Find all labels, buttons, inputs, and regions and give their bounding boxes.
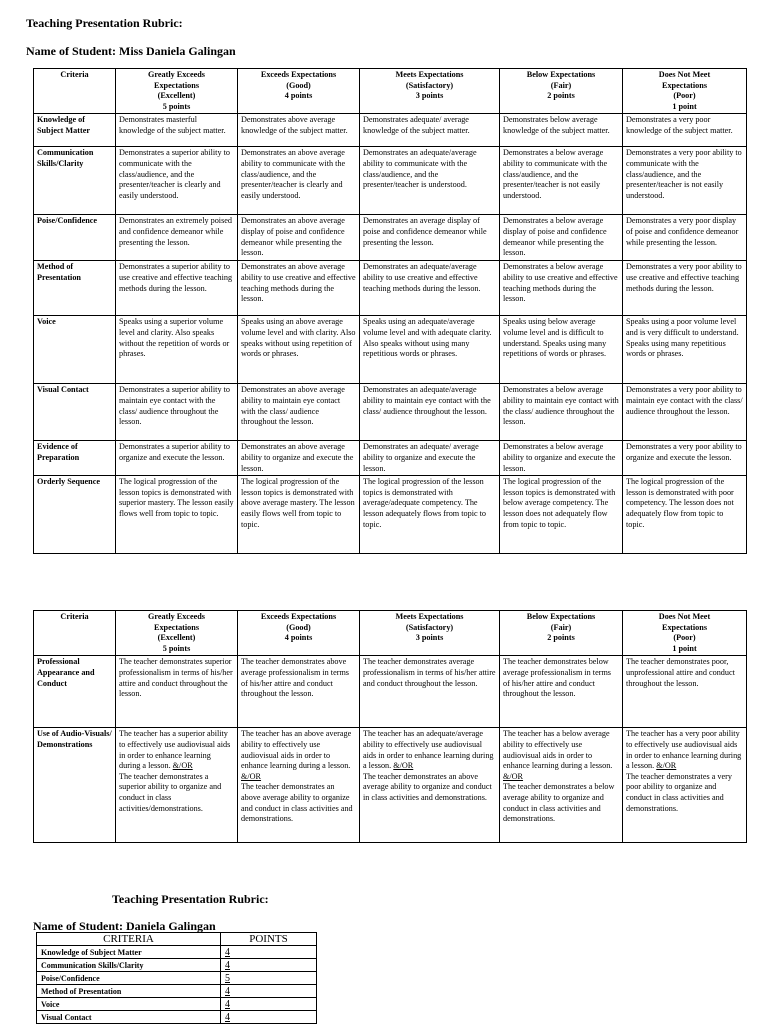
header-line: Does Not Meet xyxy=(658,612,711,621)
rubric-cell: Demonstrates a superior ability to communicate with the class/audience, and the presenter/teacher is clearly and easily understood. xyxy=(116,147,238,215)
and-or-label: &/OR xyxy=(241,771,262,781)
table-row xyxy=(34,728,747,843)
rubric-cell: Demonstrates a below average ability to maintain eye contact with the class/ audience throughout the lesson. xyxy=(500,384,623,441)
rubric-cell: Speaks using a poor volume level and is very difficult to understand. Speaks using many repetitious words or phrases. xyxy=(623,316,747,384)
header-line: 4 points xyxy=(284,91,313,101)
score-row xyxy=(37,972,317,985)
header-line: (Good) xyxy=(286,80,311,90)
header-line: Meets Expectations xyxy=(395,70,464,79)
score-criteria: Communication Skills/Clarity xyxy=(37,959,221,972)
header-line: 2 points xyxy=(547,91,575,101)
header-line: Expectations xyxy=(153,622,200,632)
cell-text: The teacher demonstrates a superior ability to organize and conduct in class activities/demonstrations. xyxy=(119,771,222,813)
rubric-cell: The teacher demonstrates above average professionalism in terms of his/her attire and conduct throughout the lesson. xyxy=(238,656,360,728)
rubric-cell: The logical progression of the lesson topics is demonstrated with above average mastery. The lesson easily flows well from topic to topic. xyxy=(238,476,360,554)
header-line: (Satisfactory) xyxy=(405,80,454,90)
header-line: (Fair) xyxy=(550,622,572,632)
summary-title: Teaching Presentation Rubric: xyxy=(112,892,269,906)
rubric-table-2 xyxy=(33,610,747,843)
t1-header-4 xyxy=(500,69,623,114)
rubric-cell: Demonstrates a very poor ability to communicate with the class/audience, and the presenter/teacher is not easily understood. xyxy=(623,147,747,215)
and-or-label: &/OR xyxy=(656,761,677,771)
rubric-cell: Demonstrates an adequate/ average ability to organize and execute the lesson. xyxy=(360,441,500,476)
header-line: Below Expectations xyxy=(526,612,596,621)
rubric-cell: Demonstrates an above average ability to organize and execute the lesson. xyxy=(238,441,360,476)
header-line: Greatly Exceeds xyxy=(148,70,205,79)
score-points: 5 xyxy=(221,972,317,985)
cell-text: The teacher demonstrates a very poor ability to organize and conduct in class activities and demonstrations. xyxy=(626,771,732,813)
rubric-cell xyxy=(623,728,747,843)
t1-header-1 xyxy=(116,69,238,114)
rubric-cell: The teacher demonstrates below average professionalism in terms of his/her attire and conduct throughout the lesson. xyxy=(500,656,623,728)
rubric-cell: Demonstrates an adequate/average ability to maintain eye contact with the class/ audience throughout the lesson. xyxy=(360,384,500,441)
header-line: 1 point xyxy=(672,643,697,653)
document-title: Teaching Presentation Rubric: xyxy=(26,16,183,30)
t2-header-5 xyxy=(623,611,747,656)
header-line: 1 point xyxy=(672,101,697,111)
rubric-cell: Demonstrates masterful knowledge of the subject matter. xyxy=(116,114,238,147)
rubric-cell: The logical progression of the lesson topics is demonstrated with below average competency. The lesson does not adequately flow from topic to topic. xyxy=(500,476,623,554)
and-or-label: &/OR xyxy=(503,771,524,781)
rubric-cell: Demonstrates a superior ability to maintain eye contact with the class/ audience throughout the lesson. xyxy=(116,384,238,441)
cell-text: The teacher demonstrates an above average ability to organize and conduct in class activities and demonstrations. xyxy=(363,771,492,802)
t2-header-2 xyxy=(238,611,360,656)
header-line: 3 points xyxy=(415,633,444,643)
header-line: Expectations xyxy=(661,80,708,90)
rubric-cell: Demonstrates below average knowledge of the subject matter. xyxy=(500,114,623,147)
rubric-cell: Demonstrates adequate/ average knowledge of the subject matter. xyxy=(360,114,500,147)
rubric-cell: The teacher demonstrates superior professionalism in terms of his/her attire and conduct throughout the lesson. xyxy=(116,656,238,728)
header-line: 3 points xyxy=(415,91,444,101)
header-line: 2 points xyxy=(547,633,575,643)
rubric-cell: The logical progression of the lesson topics is demonstrated with superior mastery. The lesson easily flows well from topic to topic. xyxy=(116,476,238,554)
criteria-cell: Knowledge of Subject Matter xyxy=(34,114,116,147)
rubric-cell: Demonstrates an above average ability to communicate with the class/audience, and the presenter/teacher is clearly and easily understood. xyxy=(238,147,360,215)
rubric-cell: Speaks using a superior volume level and clarity. Also speaks without the repetition of words or phrases. xyxy=(116,316,238,384)
score-points: 4 xyxy=(221,959,317,972)
student-name: Name of Student: Miss Daniela Galingan xyxy=(26,44,236,58)
header-line: (Excellent) xyxy=(157,91,196,101)
score-table xyxy=(36,932,317,1024)
table-row xyxy=(34,316,747,384)
table-row xyxy=(34,215,747,261)
header-line: (Fair) xyxy=(550,80,572,90)
rubric-cell: Demonstrates a very poor ability to maintain eye contact with the class/ audience throughout the lesson. xyxy=(623,384,747,441)
header-line: (Excellent) xyxy=(157,633,196,643)
score-row xyxy=(37,1011,317,1024)
rubric-cell xyxy=(360,728,500,843)
rubric-cell: Demonstrates a below average ability to organize and execute the lesson. xyxy=(500,441,623,476)
header-line: Exceeds Expectations xyxy=(260,70,337,79)
rubric-cell: Demonstrates an adequate/average ability to communicate with the class/audience, and the presenter/teacher is understood. xyxy=(360,147,500,215)
rubric-cell: Demonstrates a very poor display of poise and confidence demeanor while presenting the lesson. xyxy=(623,215,747,261)
score-row xyxy=(37,985,317,998)
rubric-cell: Demonstrates a superior ability to organize and execute the lesson. xyxy=(116,441,238,476)
t1-header-2 xyxy=(238,69,360,114)
table-row xyxy=(34,384,747,441)
cell-text: The teacher demonstrates a below average ability to organize and conduct in class activities and demonstrations. xyxy=(503,782,615,824)
cell-text: The teacher has a very poor ability to effectively use audiovisual aids in order to enhance learning during a lesson. xyxy=(626,729,742,771)
score-criteria: Visual Contact xyxy=(37,1011,221,1024)
header-line: Below Expectations xyxy=(526,70,596,79)
rubric-cell: Demonstrates a superior ability to use creative and effective teaching methods during the lesson. xyxy=(116,261,238,316)
rubric-cell: Demonstrates an adequate/average ability to use creative and effective teaching methods during the lesson. xyxy=(360,261,500,316)
criteria-cell: Use of Audio-Visuals/ Demonstrations xyxy=(34,728,116,843)
header-line: Expectations xyxy=(153,80,200,90)
rubric-cell: Demonstrates a below average display of poise and confidence demeanor while presenting the lesson. xyxy=(500,215,623,261)
score-criteria: Poise/Confidence xyxy=(37,972,221,985)
rubric-cell: Demonstrates an above average ability to maintain eye contact with the class/ audience throughout the lesson. xyxy=(238,384,360,441)
header-line: 4 points xyxy=(284,633,313,643)
criteria-cell: Communication Skills/Clarity xyxy=(34,147,116,215)
and-or-label: &/OR xyxy=(393,761,414,771)
score-points: 4 xyxy=(221,985,317,998)
criteria-cell: Professional Appearance and Conduct xyxy=(34,656,116,728)
header-line: Does Not Meet xyxy=(658,70,711,79)
criteria-cell: Evidence of Preparation xyxy=(34,441,116,476)
rubric-cell: Demonstrates a below average ability to communicate with the class/audience, and the presenter/teacher is not easily understood. xyxy=(500,147,623,215)
cell-text: The teacher has a superior ability to effectively use audiovisual aids in order to enhance learning during a lesson. xyxy=(119,729,231,771)
criteria-cell: Method of Presentation xyxy=(34,261,116,316)
criteria-cell: Orderly Sequence xyxy=(34,476,116,554)
rubric-cell xyxy=(116,728,238,843)
criteria-cell: Voice xyxy=(34,316,116,384)
t2-header-1 xyxy=(116,611,238,656)
rubric-cell: Speaks using an adequate/average volume level and with adequate clarity. Also speaks without using many repetitious words or phrases. xyxy=(360,316,500,384)
score-row xyxy=(37,998,317,1011)
rubric-cell xyxy=(500,728,623,843)
score-row xyxy=(37,959,317,972)
header-line: Exceeds Expectations xyxy=(260,612,337,621)
header-line: Greatly Exceeds xyxy=(148,612,205,621)
criteria-cell: Visual Contact xyxy=(34,384,116,441)
rubric-cell: Demonstrates a below average ability to use creative and effective teaching methods during the lesson. xyxy=(500,261,623,316)
rubric-cell: Demonstrates a very poor ability to use creative and effective teaching methods during the lesson. xyxy=(623,261,747,316)
score-points: 4 xyxy=(221,946,317,959)
t2-header-3 xyxy=(360,611,500,656)
t2-header-4 xyxy=(500,611,623,656)
header-line: Meets Expectations xyxy=(395,612,464,621)
rubric-cell: Demonstrates an average display of poise and confidence demeanor while presenting the lesson. xyxy=(360,215,500,261)
table-row xyxy=(34,147,747,215)
rubric-cell: Speaks using an above average volume level and with clarity. Also speaks without using repetition of words or phrases. xyxy=(238,316,360,384)
rubric-cell: The teacher demonstrates poor, unprofessional attire and conduct throughout the lesson. xyxy=(623,656,747,728)
t2-header-0 xyxy=(34,611,116,656)
cell-text: The teacher has an above average ability to effectively use audiovisual aids in order to enhance learning during a lesson. xyxy=(241,729,352,771)
score-criteria: Knowledge of Subject Matter xyxy=(37,946,221,959)
header-line: (Poor) xyxy=(673,91,696,101)
rubric-cell: Demonstrates an extremely poised and confidence demeanor while presenting the lesson. xyxy=(116,215,238,261)
table-row xyxy=(34,476,747,554)
header-line: 5 points xyxy=(162,643,191,653)
rubric-cell: The logical progression of the lesson is demonstrated with poor competency. The lesson does not adequately flow from topic to topic. xyxy=(623,476,747,554)
criteria-cell: Poise/Confidence xyxy=(34,215,116,261)
header-line: Expectations xyxy=(661,622,708,632)
summary-student-name: Name of Student: Daniela Galingan xyxy=(33,919,216,933)
header-line: (Good) xyxy=(286,622,311,632)
score-criteria: Voice xyxy=(37,998,221,1011)
header-line: (Satisfactory) xyxy=(405,622,454,632)
score-row xyxy=(37,946,317,959)
t1-header-3 xyxy=(360,69,500,114)
header-line: Criteria xyxy=(60,70,89,79)
table-row xyxy=(34,441,747,476)
rubric-cell: Demonstrates above average knowledge of the subject matter. xyxy=(238,114,360,147)
rubric-cell: The teacher demonstrates average professionalism in terms of his/her attire and conduct throughout the lesson. xyxy=(360,656,500,728)
rubric-table-1 xyxy=(33,68,747,554)
score-header-criteria: CRITERIA xyxy=(37,933,221,946)
table-row xyxy=(34,261,747,316)
rubric-cell: Demonstrates an above average ability to use creative and effective teaching methods during the lesson. xyxy=(238,261,360,316)
score-points: 4 xyxy=(221,998,317,1011)
t1-header-0 xyxy=(34,69,116,114)
rubric-cell: Speaks using below average volume level and is difficult to understand. Speaks using many repetitions of words or phrases. xyxy=(500,316,623,384)
score-header-points: POINTS xyxy=(221,933,317,946)
header-line: Criteria xyxy=(60,612,89,621)
t1-header-5 xyxy=(623,69,747,114)
table-row xyxy=(34,114,747,147)
score-criteria: Method of Presentation xyxy=(37,985,221,998)
rubric-cell: Demonstrates a very poor knowledge of the subject matter. xyxy=(623,114,747,147)
rubric-cell: The logical progression of the lesson topics is demonstrated with average/adequate competency. The lesson adequately flows from topic to topic. xyxy=(360,476,500,554)
rubric-cell: Demonstrates an above average display of poise and confidence demeanor while presenting the lesson. xyxy=(238,215,360,261)
cell-text: The teacher demonstrates an above average ability to organize and conduct in class activities and demonstrations. xyxy=(241,782,353,824)
and-or-label: &/OR xyxy=(172,761,193,771)
cell-text: The teacher has an adequate/average ability to effectively use audiovisual aids in order to enhance learning during a lesson. xyxy=(363,729,494,771)
header-line: (Poor) xyxy=(673,633,696,643)
cell-text: The teacher has a below average ability to effectively use audiovisual aids in order to enhance learning during a lesson. xyxy=(503,729,613,771)
table-row xyxy=(34,656,747,728)
rubric-cell: Demonstrates a very poor ability to organize and execute the lesson. xyxy=(623,441,747,476)
rubric-cell xyxy=(238,728,360,843)
header-line: 5 points xyxy=(162,101,191,111)
score-points: 4 xyxy=(221,1011,317,1024)
